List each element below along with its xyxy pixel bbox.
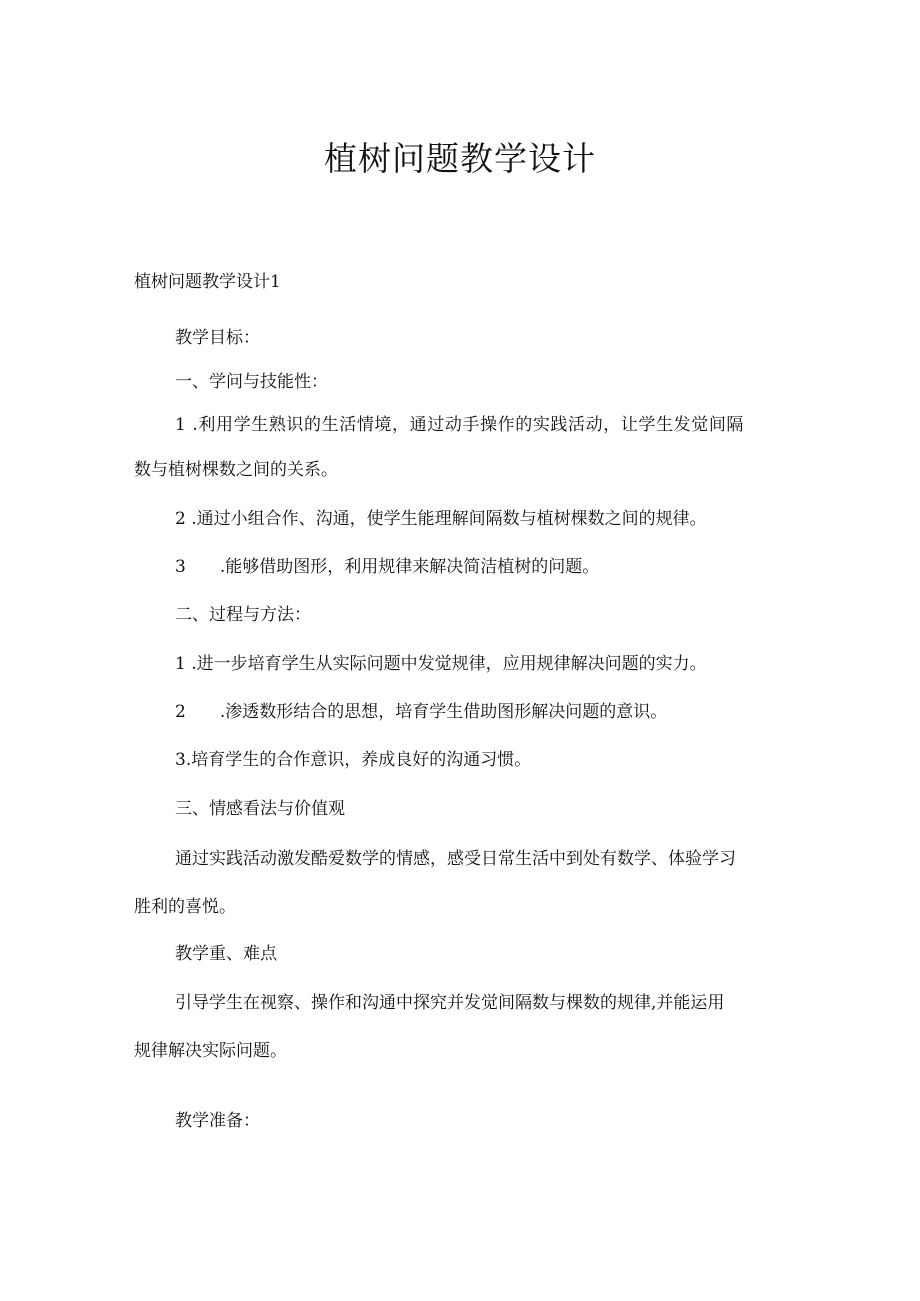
page-title: 植树问题教学设计 <box>324 139 596 178</box>
paragraph-line: 二、过程与方法： <box>175 605 311 625</box>
paragraph-line: 教学重、难点 <box>175 944 277 964</box>
paragraph-line: 数与植树棵数之间的关系。 <box>134 460 338 480</box>
paragraph-line: 胜利的喜悦。 <box>134 897 236 917</box>
paragraph-line: 三、情感看法与价值观 <box>175 799 345 819</box>
paragraph-line: 教学准备： <box>175 1111 260 1131</box>
paragraph-line: 1 .利用学生熟识的生活情境，通过动手操作的实践活动，让学生发觉间隔 <box>175 415 745 435</box>
paragraph-line: 通过实践活动激发酷爱数学的情感，感受日常生活中到处有数学、体验学习 <box>175 849 736 869</box>
paragraph-line: 一、学问与技能性： <box>175 372 328 392</box>
paragraph-line: 1 .进一步培育学生从实际问题中发觉规律，应用规律解决问题的实力。 <box>175 654 707 674</box>
paragraph-line: 2 .渗透数形结合的思想，培育学生借助图形解决问题的意识。 <box>175 702 668 722</box>
paragraph-line: 3 .能够借助图形，利用规律来解决简洁植树的问题。 <box>175 557 600 577</box>
paragraph-line: 规律解决实际问题。 <box>134 1041 287 1061</box>
paragraph-line: 教学目标： <box>175 328 260 348</box>
paragraph-line: 2 .通过小组合作、沟通，使学生能理解间隔数与植树棵数之间的规律。 <box>175 509 707 529</box>
paragraph-line: 3.培育学生的合作意识，养成良好的沟通习惯。 <box>175 750 532 770</box>
paragraph-line: 引导学生在视察、操作和沟通中探究并发觉间隔数与棵数的规律,并能运用 <box>175 993 725 1013</box>
section-heading: 植树问题教学设计1 <box>134 272 281 292</box>
